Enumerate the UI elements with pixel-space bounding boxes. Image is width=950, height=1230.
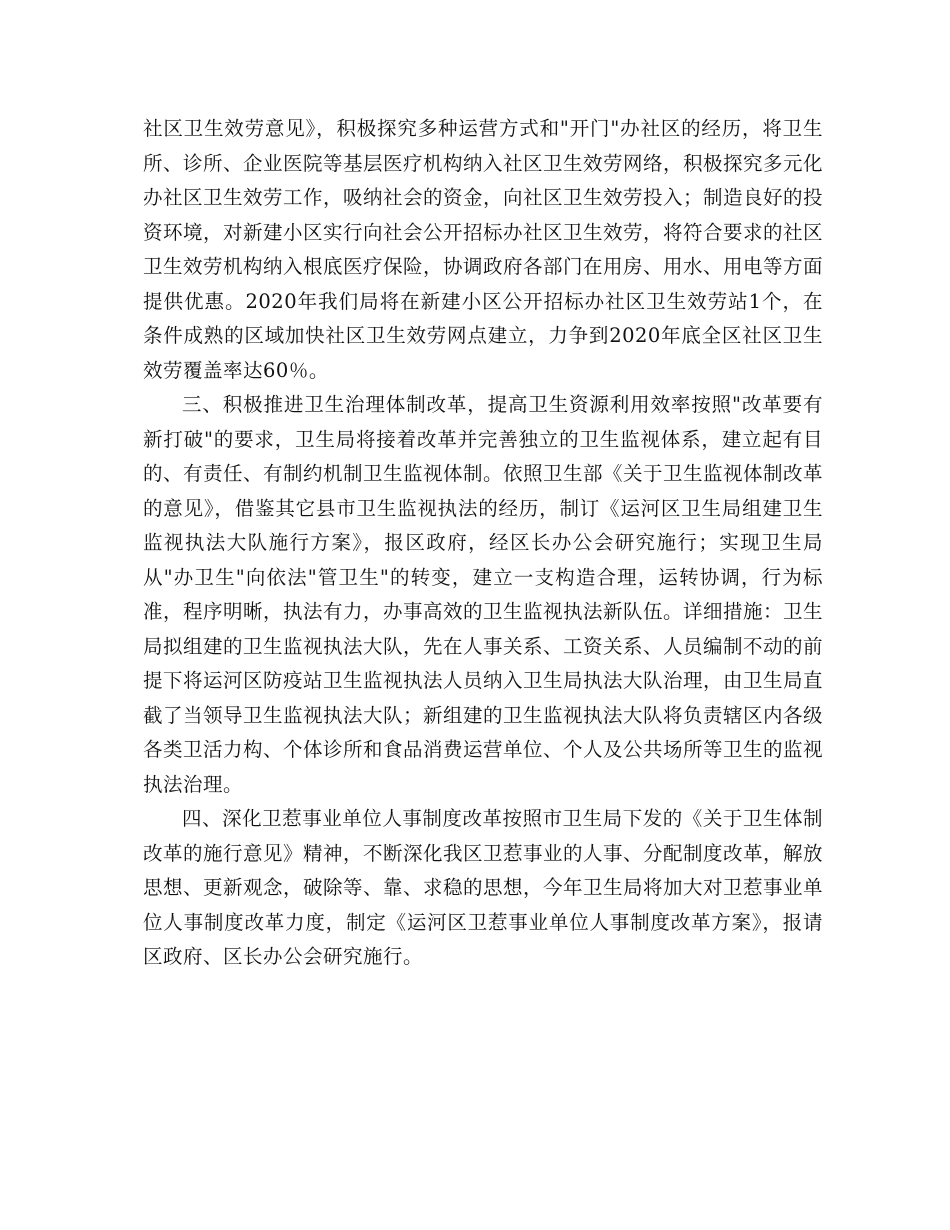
paragraph-section-four: 四、深化卫惹事业单位人事制度改革按照市卫生局下发的《关于卫生体制改革的施行意见》精神，不断深化我区卫惹事业的人事、分配制度改革，解放思想、更新观念，破除等、靠、求稳的思想，今年卫生局将加大对卫惹事业单位人事制度改革力度，制定《运河区卫惹事业单位人事制度改革方案》，报请区政府、区长办公会研究施行。	[143, 807, 824, 968]
paragraph-community-health: 社区卫生效劳意见》，积极探究多种运营方式和"开门"办社区的经历，将卫生所、诊所、企业医院等基层医疗机构纳入社区卫生效劳网络，积极探究多元化办社区卫生效劳工作，吸纳社会的资金，向社区卫生效劳投入；制造良好的投资环境，对新建小区实行向社会公开招标办社区卫生效劳，将符合要求的社区卫生效劳机构纳入根底医疗保险，协调政府各部门在用房、用水、用电等方面提供优惠。2020年我们局将在新建小区公开招标办社区卫生效劳站1个，在条件成熟的区域加快社区卫生效劳网点建立，力争到2020年底全区社区卫生效劳覆盖率达60％。	[143, 117, 824, 382]
paragraph-section-three: 三、积极推进卫生治理体制改革，提高卫生资源利用效率按照"改革要有新打破"的要求，卫生局将接着改革并完善独立的卫生监视体系，建立起有目的、有责任、有制约机制卫生监视体制。依照卫生部《关于卫生监视体制改革的意见》，借鉴其它县市卫生监视执法的经历，制订《运河区卫生局组建卫生监视执法大队施行方案》，报区政府，经区长办公会研究施行；实现卫生局从"办卫生"向依法"管卫生"的转变，建立一支构造合理，运转协调，行为标准，程序明晰，执法有力，办事高效的卫生监视执法新队伍。详细措施：卫生局拟组建的卫生监视执法大队，先在人事关系、工资关系、人员编制不动的前提下将运河区防疫站卫生监视执法人员纳入卫生局执法大队治理，由卫生局直截了当领导卫生监视执法大队；新组建的卫生监视执法大队将负责辖区内各级各类卫活力构、个体诊所和食品消费运营单位、个人及公共场所等卫生的监视执法治理。	[143, 393, 824, 796]
document-body	[143, 112, 823, 975]
